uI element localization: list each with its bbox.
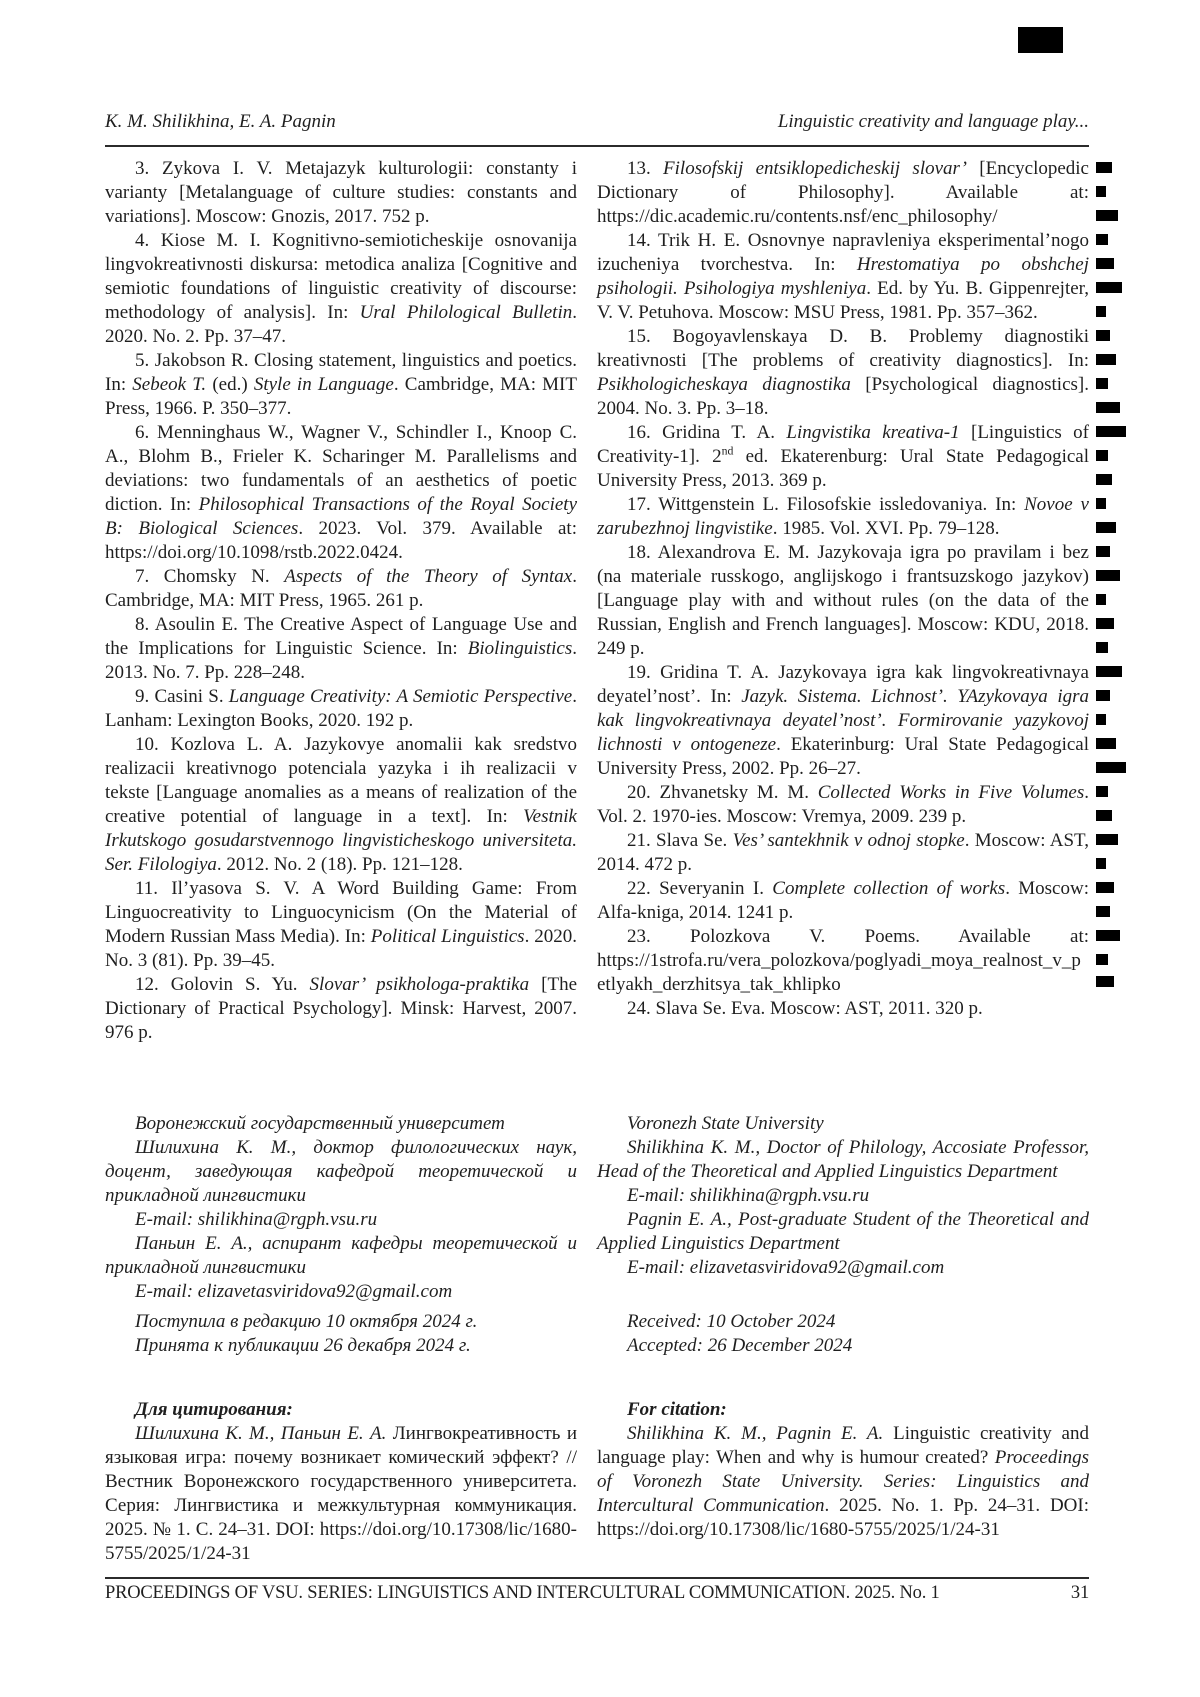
scan-artifact-mark	[1096, 258, 1114, 269]
scan-artifact-mark	[1096, 282, 1122, 293]
citation-heading-en: For citation:	[627, 1399, 727, 1420]
scan-artifact-mark	[1096, 834, 1118, 845]
scan-artifact-mark	[1096, 186, 1106, 197]
reference-item: 9. Casini S. Language Creativity: A Semiotic Perspective. Lanham: Lexington Books, 2020. 192 p.	[105, 686, 577, 731]
footer-journal-line: PROCEEDINGS OF VSU. SERIES: LINGUISTICS AND INTERCULTURAL COMMUNICATION. 2025. No. 1	[105, 1583, 940, 1603]
reference-item: 19. Gridina T. A. Jazykovaya igra kak lingvokreativnaya deyatel’nost’. In: Jazyk. Sistema. Lichnost’. YAzykovaya igra kak lingvokreativnaya deyatel’nost’. Formirovanie yazykovoj lichnosti v ontogeneze. Ekaterinburg: Ural State Pedagogical University Press, 2002. Pp. 26–27.	[597, 662, 1089, 779]
scan-artifact-mark	[1096, 738, 1116, 749]
scan-artifact-mark	[1096, 330, 1110, 341]
scan-artifact-mark	[1096, 618, 1114, 629]
scan-artifact-mark	[1096, 882, 1114, 893]
reference-item: 4. Kiose M. I. Kognitivno-semioticheskije osnovanija lingvokreativnosti diskursa: metodica analiza [Cognitive and semiotic foundations of linguistic creativity of discourse: methodology of analysis]. In: Ural Philological Bulletin. 2020. No. 2. Pp. 37–47.	[105, 230, 577, 347]
text-paragraph: E-mail: shilikhina@rgph.vsu.ru	[135, 1209, 378, 1230]
text-paragraph: Шилихина К. М., доктор филологических наук, доцент, заведующая кафедрой теоретической и прикладной лингвистики	[105, 1137, 577, 1206]
scan-artifact-mark	[1096, 762, 1126, 773]
reference-item: 11. Il’yasova S. V. A Word Building Game: From Linguocreativity to Linguocynicism (On the Material of Modern Russian Mass Media). In: Political Linguistics. 2020. No. 3 (81). Pp. 39–45.	[105, 878, 577, 971]
reference-item: 22. Severyanin I. Complete collection of works. Moscow: Alfa-kniga, 2014. 1241 p.	[597, 878, 1089, 923]
footer-rule	[105, 1577, 1089, 1579]
citation-block-en	[597, 1398, 1089, 1542]
text-paragraph: E-mail: shilikhina@rgph.vsu.ru	[627, 1185, 870, 1206]
reference-item: 17. Wittgenstein L. Filosofskie issledovaniya. In: Novoe v zarubezhnoj lingvistike. 1985. Vol. XVI. Pp. 79–128.	[597, 494, 1089, 539]
scan-artifact-mark	[1018, 27, 1063, 53]
authors-block-ru	[105, 1112, 577, 1304]
text-paragraph: Паньин Е. А., аспирант кафедры теоретической и прикладной лингвистики	[105, 1233, 577, 1278]
scan-artifact-mark	[1096, 690, 1110, 701]
scan-artifact-mark	[1096, 786, 1108, 797]
reference-item: 6. Menninghaus W., Wagner V., Schindler I., Knoop C. A., Blohm B., Frieler K. Scharinger M. Parallelisms and deviations: two fundamentals of an aesthetics of poetic diction. In: Philosophical Transactions of the Royal Society B: Biological Sciences. 2023. Vol. 379. Available at: https://doi.org/10.1098/rstb.2022.0424.	[105, 422, 577, 563]
text-paragraph: Pagnin E. A., Post-graduate Student of the Theoretical and Applied Linguistics Department	[597, 1209, 1089, 1254]
header-rule	[105, 145, 1089, 147]
scan-artifact-mark	[1096, 858, 1106, 869]
text-paragraph: Accepted: 26 December 2024	[627, 1335, 853, 1356]
text-paragraph: Received: 10 October 2024	[627, 1311, 836, 1332]
scan-artifact-mark	[1096, 498, 1106, 509]
reference-item: 12. Golovin S. Yu. Slovar’ psikhologa-praktika [The Dictionary of Practical Psychology]. Minsk: Harvest, 2007. 976 p.	[105, 974, 577, 1043]
scan-artifact-mark	[1096, 378, 1108, 389]
received-dates-en	[597, 1310, 1089, 1358]
references-column-right	[597, 157, 1089, 1021]
reference-item: 16. Gridina T. A. Lingvistika kreativa-1 [Linguistics of Creativity-1]. 2nd ed. Ekaterenburg: Ural State Pedagogical University Press, 2013. 369 p.	[597, 422, 1089, 491]
scan-artifact-mark	[1096, 642, 1108, 653]
citation-text-ru: Шилихина К. М., Паньин Е. А. Лингвокреативность и языковая игра: почему возникает комический эффект? // Вестник Воронежского государственного университета. Серия: Лингвистика и межкультурная коммуникация. 2025. № 1. С. 24–31. DOI: https://doi.org/10.17308/lic/1680-5755/2025/1/24-31	[105, 1423, 577, 1564]
scan-artifact-mark	[1096, 522, 1116, 533]
scan-artifact-mark	[1096, 810, 1112, 821]
reference-item: 21. Slava Se. Ves’ santekhnik v odnoj stopke. Moscow: AST, 2014. 472 p.	[597, 830, 1089, 875]
scan-artifact-mark	[1096, 402, 1120, 413]
authors-block-en	[597, 1112, 1089, 1280]
reference-item: 20. Zhvanetsky M. M. Collected Works in Five Volumes. Vol. 2. 1970-ies. Moscow: Vremya, 2009. 239 p.	[597, 782, 1089, 827]
reference-item: 10. Kozlova L. A. Jazykovye anomalii kak sredstvo realizacii kreativnogo potenciala yazyka i ih realizacii v tekste [Language anomalies as a means of realization of the creative potential of language in a text]. In: Vestnik Irkutskogo gosudarstvennogo lingvisticheskogo universiteta. Ser. Filologiya. 2012. No. 2 (18). Pp. 121–128.	[105, 734, 577, 875]
page-footer	[105, 1583, 1089, 1604]
reference-item: 24. Slava Se. Eva. Moscow: AST, 2011. 320 p.	[627, 998, 983, 1019]
scan-artifact-mark	[1096, 450, 1108, 461]
reference-item: 3. Zykova I. V. Metajazyk kulturologii: constanty i varianty [Metalanguage of culture studies: constants and variations]. Moscow: Gnozis, 2017. 752 p.	[105, 158, 577, 227]
reference-item: 5. Jakobson R. Closing statement, linguistics and poetics. In: Sebeok T. (ed.) Style in Language. Cambridge, MA: MIT Press, 1966. P. 350–377.	[105, 350, 577, 419]
running-header-authors: K. M. Shilikhina, E. A. Pagnin	[105, 111, 336, 132]
reference-item: 15. Bogoyavlenskaya D. B. Problemy diagnostiki kreativnosti [The problems of creativity diagnostics]. In: Psikhologicheskaya diagnostika [Psychological diagnostics]. 2004. No. 3. Pp. 3–18.	[597, 326, 1089, 419]
scan-artifact-mark	[1096, 306, 1106, 317]
text-paragraph: E-mail: elizavetasviridova92@gmail.com	[135, 1281, 453, 1302]
scan-artifact-mark	[1096, 426, 1126, 437]
references-column-left	[105, 157, 577, 1045]
text-paragraph: E-mail: elizavetasviridova92@gmail.com	[627, 1257, 945, 1278]
reference-item: 14. Trik H. E. Osnovnye napravleniya eksperimental’nogo izucheniya tvorchestva. In: Hrestomatiya po obshchej psihologii. Psihologiya myshleniya. Ed. by Yu. B. Gippenrejter, V. V. Petuhova. Moscow: MSU Press, 1981. Pp. 357–362.	[597, 230, 1089, 323]
text-paragraph: Shilikhina K. M., Doctor of Philology, Accosiate Professor, Head of the Theoretical and Applied Linguistics Department	[597, 1137, 1089, 1182]
text-paragraph: Воронежский государственный университет	[135, 1113, 505, 1134]
citation-heading-ru: Для цитирования:	[135, 1399, 293, 1420]
text-paragraph: Принята к публикации 26 декабря 2024 г.	[135, 1335, 471, 1356]
scan-artifact-mark	[1096, 976, 1114, 987]
citation-block-ru	[105, 1398, 577, 1566]
text-paragraph: Voronezh State University	[627, 1113, 824, 1134]
reference-item: 18. Alexandrova E. M. Jazykovaja igra po pravilam i bez (na materiale russkogo, anglijskogo i frantsuzskogo jazykov) [Language play with and without rules (on the data of the Russian, English and French languages]. Moscow: KDU, 2018. 249 p.	[597, 542, 1089, 659]
footer-page-number: 31	[1070, 1583, 1089, 1603]
scan-artifact-mark	[1096, 666, 1122, 677]
scan-artifact-mark	[1096, 954, 1108, 965]
received-dates-ru	[105, 1310, 577, 1358]
scan-artifact-mark	[1096, 546, 1110, 557]
scan-artifact-mark	[1096, 210, 1118, 221]
reference-item: 7. Chomsky N. Aspects of the Theory of Syntax. Cambridge, MA: MIT Press, 1965. 261 p.	[105, 566, 577, 611]
reference-item: 13. Filosofskij entsiklopedicheskij slovar’ [Encyclopedic Dictionary of Philosophy]. Available at: https://dic.academic.ru/contents.nsf/enc_philosophy/	[597, 158, 1089, 227]
reference-item: 23. Polozkova V. Poems. Available at: https://1strofa.ru/vera_polozkova/poglyadi_moya_realnost_v_petlyakh_derzhitsya_tak_khlipko	[597, 926, 1089, 995]
scan-artifact-mark	[1096, 354, 1116, 365]
scan-artifact-mark	[1096, 570, 1120, 581]
text-paragraph: Поступила в редакцию 10 октября 2024 г.	[135, 1311, 478, 1332]
scan-artifact-mark	[1096, 162, 1112, 173]
scan-artifact-mark	[1096, 930, 1120, 941]
scan-artifact-mark	[1096, 474, 1112, 485]
scan-artifact-mark	[1096, 234, 1108, 245]
running-header-title: Linguistic creativity and language play...	[777, 111, 1089, 132]
scan-artifact-mark	[1096, 594, 1106, 605]
citation-text-en: Shilikhina K. M., Pagnin E. A. Linguistic creativity and language play: When and why is humour created? Proceedings of Voronezh State University. Series: Linguistics and Intercultural Communication. 2025. No. 1. Pp. 24–31. DOI: https://doi.org/10.17308/lic/1680-5755/2025/1/24-31	[597, 1423, 1089, 1540]
scan-artifact-mark	[1096, 906, 1110, 917]
scan-artifact-mark	[1096, 714, 1106, 725]
reference-item: 8. Asoulin E. The Creative Aspect of Language Use and the Implications for Linguistic Science. In: Biolinguistics. 2013. No. 7. Pp. 228–248.	[105, 614, 577, 683]
